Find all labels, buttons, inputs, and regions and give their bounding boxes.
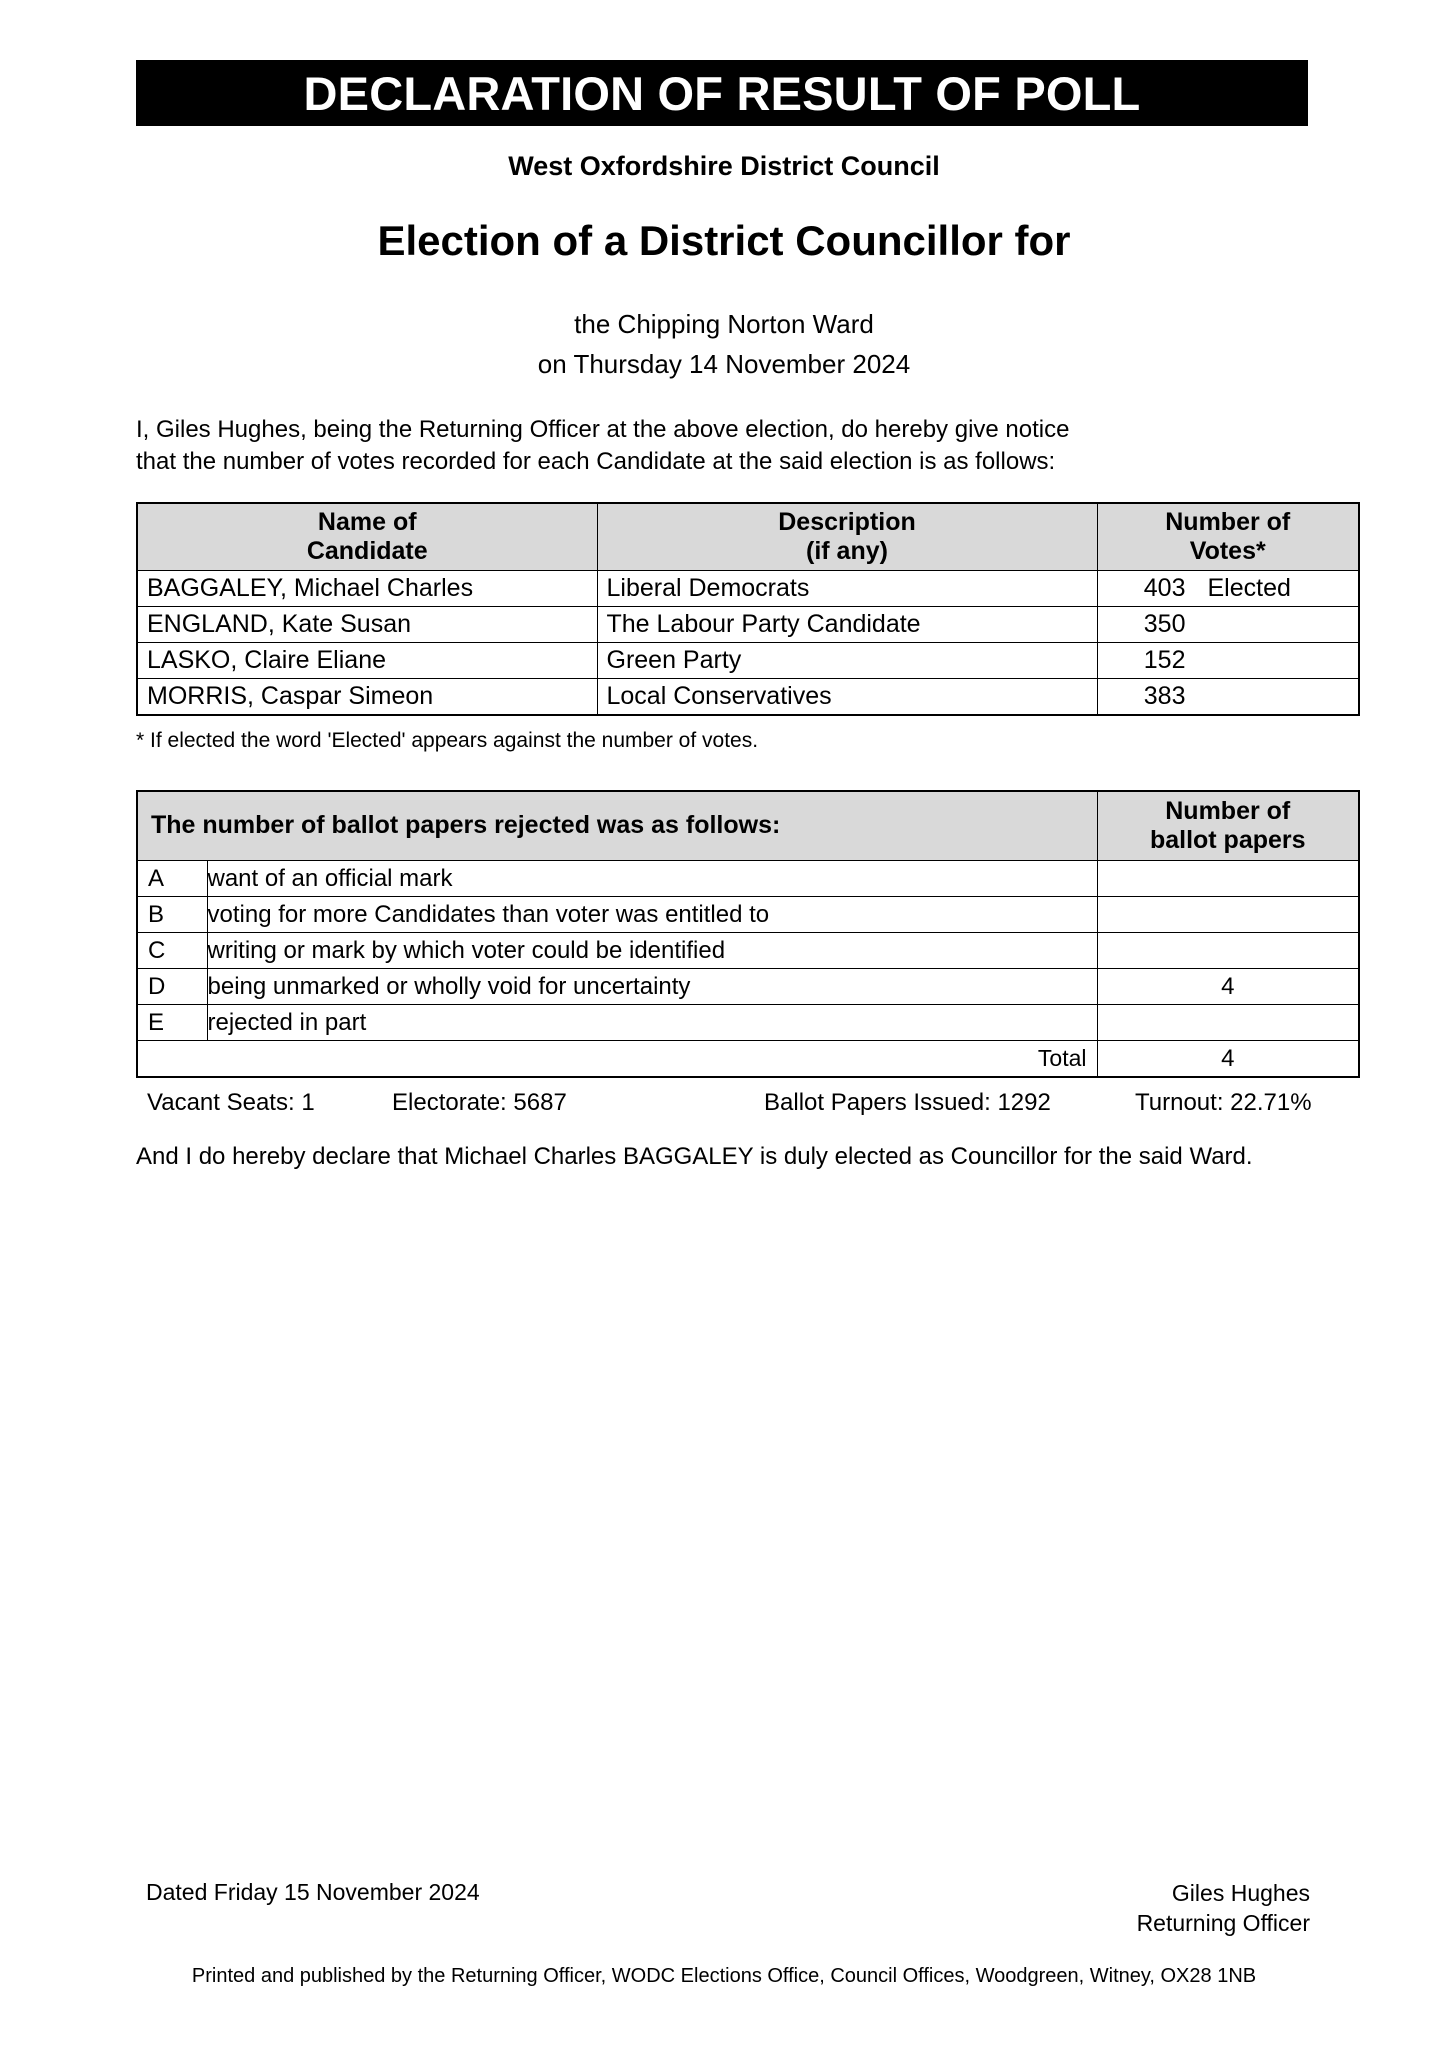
rejected-count-header <box>1097 791 1359 861</box>
rejected-reason-letter: B <box>137 897 207 933</box>
column-header-name-line1: Name of <box>317 507 417 536</box>
rejected-reason-letter: C <box>137 933 207 969</box>
candidate-votes-number: 152 <box>1143 646 1186 674</box>
returning-officer-signoff <box>1137 1879 1310 1939</box>
candidate-votes <box>1097 571 1359 607</box>
candidate-name: ENGLAND, Kate Susan <box>137 607 597 643</box>
notice-line-1: I, Giles Hughes, being the Returning Officer at the above election, do hereby give notice <box>136 416 1070 443</box>
column-header-votes-line1: Number of <box>1165 507 1291 536</box>
column-header-description <box>597 503 1097 571</box>
table-row <box>137 1005 1359 1041</box>
rejected-ballots-table <box>136 790 1360 1078</box>
rejected-reason-letter: A <box>137 861 207 897</box>
column-header-votes <box>1097 503 1359 571</box>
candidate-votes <box>1097 679 1359 716</box>
table-row <box>137 679 1359 716</box>
rejected-total-row <box>137 1041 1359 1078</box>
stat-turnout: Turnout: 22.71% <box>1135 1089 1312 1116</box>
notice-line-2: that the number of votes recorded for each Candidate at the said election is as follows: <box>136 447 1056 475</box>
table-row <box>137 571 1359 607</box>
table-row <box>137 607 1359 643</box>
title-banner-text: DECLARATION OF RESULT OF POLL <box>303 66 1141 120</box>
rejected-count-header-line2: ballot papers <box>1149 826 1306 854</box>
rejected-reason-count <box>1097 861 1359 897</box>
ward-name: the Chipping Norton Ward <box>574 309 874 339</box>
candidate-name: BAGGALEY, Michael Charles <box>137 571 597 607</box>
rejected-reason-text: voting for more Candidates than voter was entitled to <box>207 897 1097 933</box>
rejected-reason-count: 4 <box>1097 969 1359 1005</box>
candidates-results-table <box>136 502 1360 716</box>
table-row <box>137 897 1359 933</box>
rejected-reason-text: writing or mark by which voter could be identified <box>207 933 1097 969</box>
elected-marker: Elected <box>1207 574 1291 602</box>
candidate-name: LASKO, Claire Eliane <box>137 643 597 679</box>
rejected-reason-text: being unmarked or wholly void for uncertainty <box>207 969 1097 1005</box>
rejected-reason-count <box>1097 897 1359 933</box>
officer-role: Returning Officer <box>1136 1909 1310 1936</box>
rejected-header-row <box>137 791 1359 861</box>
officer-name: Giles Hughes <box>1171 1880 1310 1906</box>
table-header-row <box>137 503 1359 571</box>
candidate-votes-number: 383 <box>1143 682 1186 710</box>
candidate-description: Green Party <box>597 643 1097 679</box>
candidate-description: The Labour Party Candidate <box>597 607 1097 643</box>
column-header-description-line2: (if any) <box>806 537 888 565</box>
election-date: on Thursday 14 November 2024 <box>537 349 911 379</box>
rejected-table-title: The number of ballot papers rejected was as follows: <box>137 791 1097 861</box>
table-row <box>137 969 1359 1005</box>
candidate-description: Local Conservatives <box>597 679 1097 716</box>
table-row <box>137 861 1359 897</box>
elected-footnote: * If elected the word 'Elected' appears against the number of votes. <box>136 729 759 752</box>
rejected-reason-text: want of an official mark <box>207 861 1097 897</box>
candidate-votes <box>1097 607 1359 643</box>
council-name: West Oxfordshire District Council <box>508 151 940 181</box>
rejected-reason-letter: D <box>137 969 207 1005</box>
rejected-count-header-line1: Number of <box>1165 796 1291 825</box>
candidate-description: Liberal Democrats <box>597 571 1097 607</box>
dated-line: Dated Friday 15 November 2024 <box>146 1879 480 1905</box>
page-title: Election of a District Councillor for <box>377 217 1071 264</box>
rejected-total-label: Total <box>137 1041 1097 1078</box>
title-banner <box>136 60 1308 126</box>
table-row <box>137 643 1359 679</box>
printed-and-published-notice: Printed and published by the Returning Officer, WODC Elections Office, Council Offices, Woodgreen, Witney, OX28 1NB <box>191 1965 1257 1987</box>
column-header-description-line1: Description <box>778 507 916 536</box>
rejected-reason-letter: E <box>137 1005 207 1041</box>
rejected-reason-text: rejected in part <box>207 1005 1097 1041</box>
column-header-name <box>137 503 597 571</box>
candidate-name: MORRIS, Caspar Simeon <box>137 679 597 716</box>
column-header-name-line2: Candidate <box>306 537 428 565</box>
rejected-reason-count <box>1097 933 1359 969</box>
column-header-votes-line2: Votes* <box>1189 537 1266 565</box>
election-statistics <box>136 1089 1358 1119</box>
stat-electorate: Electorate: 5687 <box>392 1089 567 1116</box>
candidate-votes <box>1097 643 1359 679</box>
stat-ballot-papers-issued: Ballot Papers Issued: 1292 <box>764 1089 1051 1116</box>
rejected-reason-count <box>1097 1005 1359 1041</box>
table-row <box>137 933 1359 969</box>
final-declaration: And I do hereby declare that Michael Charles BAGGALEY is duly elected as Councillor for the said Ward. <box>136 1143 1253 1170</box>
candidate-votes-number: 403 <box>1143 574 1186 602</box>
rejected-total-value: 4 <box>1097 1041 1359 1078</box>
returning-officer-notice <box>136 414 1336 477</box>
candidate-votes-number: 350 <box>1143 610 1186 638</box>
stat-vacant-seats: Vacant Seats: 1 <box>147 1089 315 1116</box>
